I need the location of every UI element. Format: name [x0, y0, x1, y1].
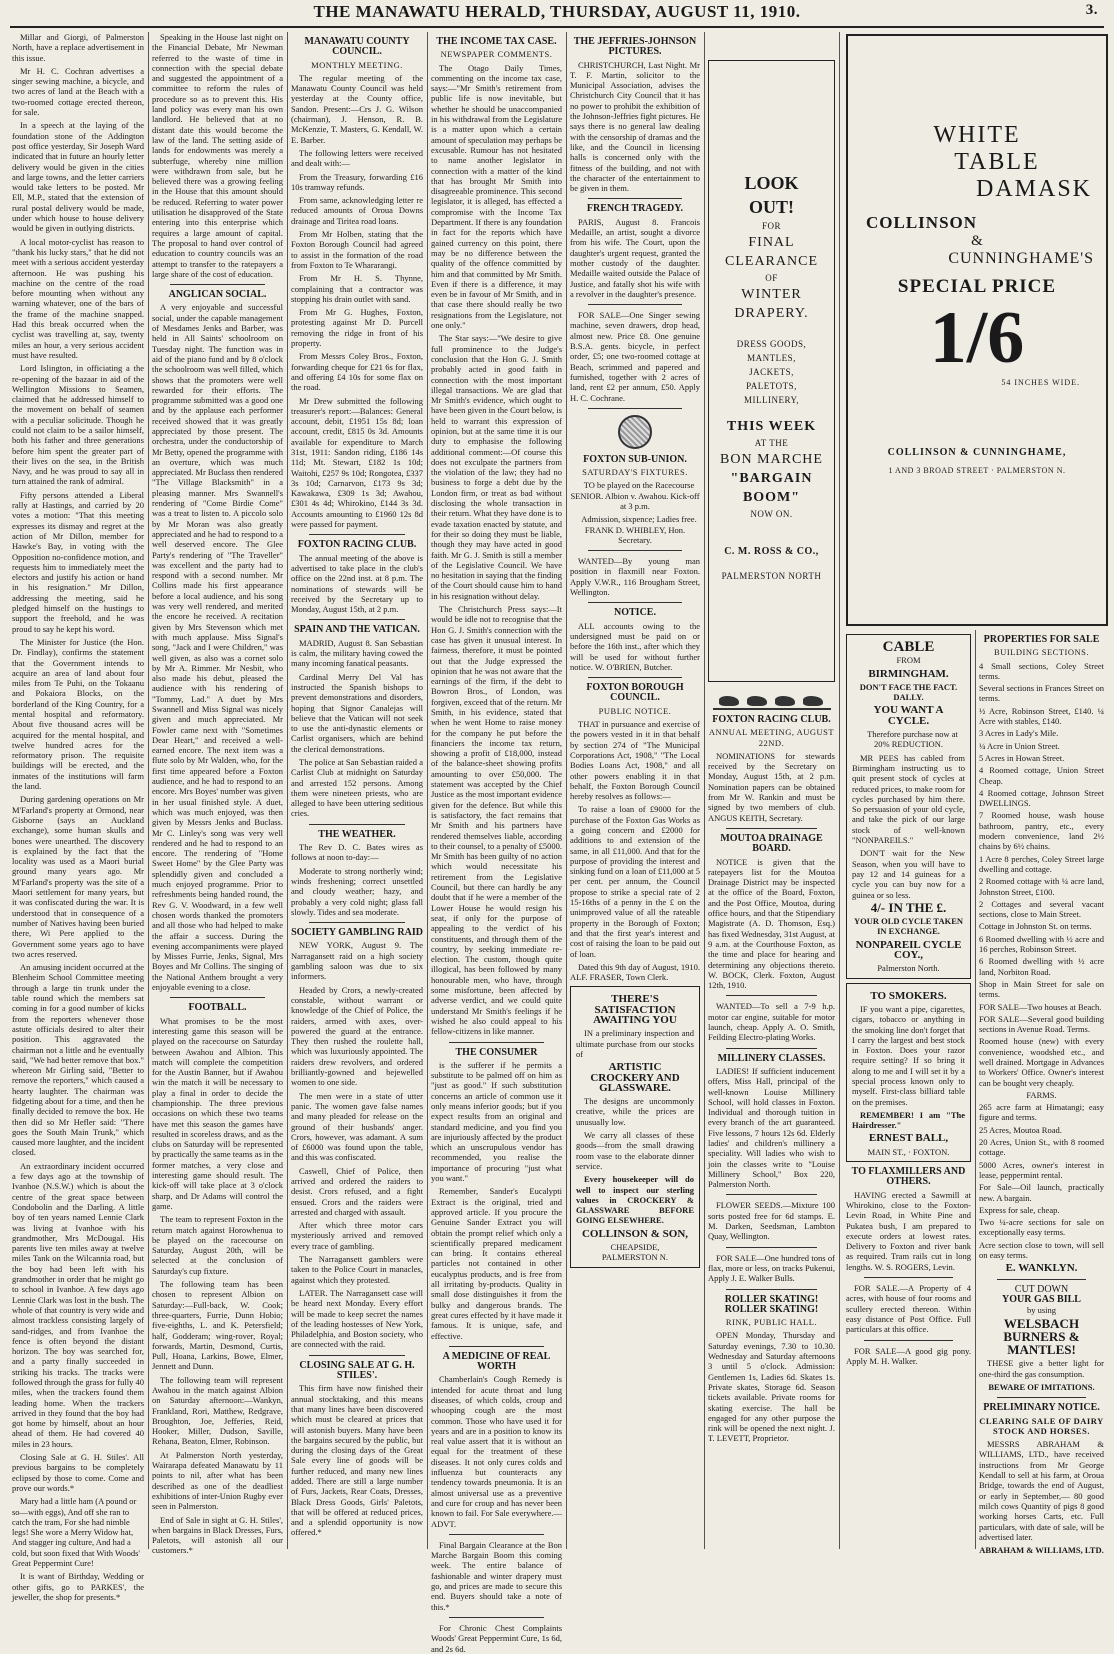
column-2: [152, 32, 283, 1556]
news-paragraph: After which three motor cars mysteriously arrived and removed every trace of gambling.: [291, 1220, 423, 1251]
divider: [309, 824, 405, 825]
news-paragraph: Millar and Giorgi, of Palmerston North, have a replace advertisement in this issue.: [12, 32, 144, 63]
news-paragraph: From Mr H. S. Thynne, complaining that a contractor was stopping his drain outlet with sand.: [291, 273, 423, 304]
news-paragraph: Mr Drew submitted the following treasurer's report:—Balances: General account, debit, £1951 15s 8d; loan account, credit, £815 0s 3d. Amounts available for expenditure to March 31st, 1911: Sandon riding, £186 14s 11d; Mt. Stewart, £182 1s 10d; Waitohi, £257 9s 10d; Rongotea, £337 3s 10d; Carnarvon, £173 9s 3d; Kawakawa, £309 1s 3d; Awahou, £301 4s 4d; Whirokino, £144 3s 3d. Accounts amounting to £1960 12s 8d were passed for payment.: [291, 395, 423, 530]
ad-item: MANTLES,: [747, 353, 796, 363]
article-heading: SPAIN AND THE VATICAN.: [294, 624, 420, 636]
ad-signature: C. M. ROSS & CO.,: [724, 546, 819, 557]
ad-item: PALETOTS,: [746, 381, 797, 391]
news-paragraph: An extraordinary incident occurred a few days ago at the township of Ivanhoe (N.S.W.) which is about the centre of the great space between Condobolin and the Darling. A little boy of ten years named Lennie Clark was living at Ivanhoe with his grandmother, Mrs McDougal. His parents live ten miles away at twelve miles Tank on the Wilcannia road, but the boy had been left with his grandmother in order that he might go to school in Ivanhoe. A few days ago Lennie Clark was lost in the bush. The whole of that country is very wide and almost trackless consisting largely of sand-ridges, and from Ivanhoe the fence is often beyond the distant horizon. The boy was searched for, and a party finally succeeded in striking his tracks. The tracks were followed through the grass for fully 40 miles, when the trackers found them leading home. When the trackers arrived in they found that the boy had got home by himself, about an hour ahead of them. He had covered 40 miles in 23 hours.: [12, 1160, 144, 1449]
news-paragraph: It is want of Birthday, Wedding or other gifts, go to PARKES', the jeweller, the shop for presents.*: [12, 1571, 144, 1602]
column-rule: [148, 32, 149, 1549]
news-paragraph: At Palmerston North yesterday, Wairarapa defeated Manawatu by 11 points to nil, after what has been described as one of the deadliest exhibitions of inter-Union Rugby ever seen in Palmerston.: [152, 1449, 283, 1512]
page-number: 3.: [1085, 2, 1098, 18]
ad-text: FROM: [896, 655, 921, 666]
list-item: 5000 Acres, owner's interest in lease, peppermint rental.: [979, 1159, 1104, 1180]
ad-signature: CHEAPSIDE,: [610, 1241, 660, 1252]
ad-signature: 1 AND 3 BROAD STREET · PALMERSTON N.: [888, 466, 1066, 475]
article-heading: NOTICE.: [614, 607, 656, 619]
ad-headline: BIRMINGHAM.: [868, 667, 949, 680]
classified-ad: MESSRS ABRAHAM & WILLIAMS, LTD., have received instructions from Mr George Kendall to sell at his farm, at Oroua Bridge, towards the end of August, or early in September,— 80 good milch cows Quantity of pigs 8 good working horses Carts, etc. Full particulars, with date of sale, will be advertised later.: [979, 1439, 1104, 1542]
ad-text: The designs are uncommonly creative, while the prices are unusually low.: [576, 1096, 694, 1127]
news-paragraph: The Rev D. C. Bates wires as follows at noon to-day:—: [291, 842, 423, 863]
list-item: 265 acre farm at Himatangi; easy figure and terms.: [979, 1102, 1104, 1123]
ad-headline: THIS WEEK: [726, 419, 817, 434]
list-item: ¼ Acre in Union Street.: [979, 740, 1060, 751]
divider: [726, 995, 817, 996]
ad-text: 54 INCHES WIDE.: [1001, 378, 1080, 387]
ad-headline: DRAPERY.: [734, 306, 809, 321]
list-item: 3 Acres in Lady's Mile.: [979, 728, 1059, 739]
news-paragraph: Remember, Sander's Eucalypti Extract is the original, tried and approved article. If you procure the Genuine Sander Extract you will obtain the prompt relief which only a scientifically prepared medicament can bring. It contains ethereal particles not contained in other eucalyptus products, and is free from all irritating by-products. Quality in small dose distinguishes it from the bulky and dangerous brands. The great cures effected by it have made it famous. It is unique, safe, and effective.: [431, 1186, 562, 1341]
divider: [588, 602, 682, 603]
divider: [726, 1247, 817, 1248]
news-paragraph: MADRID, August 8. San Sebastian is calm, the military having cowed the many incoming fanatical peasants.: [291, 637, 423, 669]
article-heading: FOXTON BOROUGH COUNCIL.: [586, 682, 684, 704]
bon-marche-ad: [708, 60, 835, 682]
list-item: Acre section close to town, will sell on easy terms.: [979, 1239, 1104, 1261]
divider: [449, 1617, 544, 1618]
news-paragraph: From same, acknowledging letter re reduced amounts of Oroua Downs drainage and Tiritea road loans.: [291, 195, 423, 226]
ad-text: IN a preliminary inspection and ultimate purchase from our stocks of: [576, 1028, 694, 1059]
column-rule: [287, 32, 288, 1549]
classified-ad: FLOWER SEEDS.—Mixture 100 sorts posted free for 6d stamps. E. M. Darken, Seedsman, Lambton Quay, Wellington.: [708, 1200, 835, 1242]
divider: [170, 997, 265, 998]
divider: [588, 677, 682, 678]
ad-text: NOW ON.: [750, 509, 793, 519]
ad-text: OF: [765, 273, 778, 283]
column-rule: [704, 32, 705, 1549]
article-heading: THE INCOME TAX CASE.: [436, 36, 557, 47]
news-paragraph: The annual meeting of the above is advertised to take place in the club's office on the 22nd inst. at 8 p.m. The nominations of stewards will be received by the Secretary up to Monday, August 15th, at 2 p.m.: [291, 552, 423, 615]
ad-text: Therefore purchase now at 20% REDUCTION.: [867, 729, 958, 750]
divider: [726, 828, 817, 829]
article-heading: FOXTON RACING CLUB.: [712, 714, 831, 725]
news-paragraph: Closing Sale at G. H. Stiles'. All previous bargains to be completely eclipsed by those to come. Come and prove our words.*: [12, 1452, 144, 1493]
list-item: 4 Roomed cottage, Johnson Street DWELLINGS.: [979, 787, 1104, 809]
list-item: FOR SALE—Several good building sections in Avenue Road. Terms.: [979, 1013, 1104, 1035]
article-subheading: RINK, PUBLIC HALL.: [725, 1317, 818, 1328]
classified-ad: LADIES! If sufficient inducement offers, Miss Hall, principal of the well-known Louise Millinery School, will hold classes in Foxton. Individual and thorough tuition in every branch of the art guaranteed. Five lessons, 7 hours 12s 6d. Elderly ladies' and children's millinery a speciality. Will ladies who wish to join the classes write to "Louise Millinery School," Box 220, Palmerston North.: [708, 1065, 835, 1190]
ad-signature: E. WANKLYN.: [1005, 1262, 1078, 1275]
ad-headline: YOUR GAS BILL: [1002, 1293, 1081, 1305]
ad-headline: "BARGAIN: [730, 471, 813, 486]
divider: [309, 534, 405, 535]
divider: [588, 304, 682, 305]
column-5: [570, 32, 700, 1551]
news-paragraph: Lord Islington, in officiating a the re-opening of the bazaar in aid of the Wellington Missions to Seamen, claimed that he addressed himself to the movement on behalf of seamen with a peculiar solicitude. Though he could not claim to be a sailor himself, both his father and three generations before him spent the greater part of their lives on the sea, in the British Navy, and he was proud to say all in turn attained the rank of admiral.: [12, 363, 144, 487]
list-item: 25 Acres, Moutoa Road.: [979, 1124, 1062, 1135]
poem: Mary had a little ham (A pound or so—with eggs), And off she ran to catch the tram, For she had nimble legs! She wore a Merry Widow hat, And stagger ing culture, And had a cold, but soon fixed that With Woods' Great Peppermint Cure!: [12, 1496, 140, 1569]
article-heading: FOXTON SUB-UNION.: [583, 453, 687, 465]
news-paragraph: A very enjoyable and successful social, under the capable management of Mesdames Jenks and Barber, was held in All Saints' schoolroom on Tuesday night. The function was in aid of the piano fund and by 8 o'clock the schoolroom was well filled, which shows that the promoters were well rewarded for their efforts. The programme submitted was a good one and by the applause each performer received showed that it was greatly appreciated by those present. The orchestra, under the conductorship of Mr Betty, opened the programme with an overture, which was much appreciated. Mr Buclass then rendered "The Village Blacksmith" in a pleasing manner. Mrs Swannell's rendering of "Come Birdie Come" was a treat to listen to. A piccolo solo by Mr Moran was also greatly appreciated and he had to respond to a well deserved encore. The Glee Party's rendering of "The Traveller" was excellent and the party had to respond with a second number. Mr Collins made his first appearance before a local audience, and his song was very well rendered, and merited the encore he received. A recitation given by Mrs Stevenson which met with much applause. Miss Signal's song, "Jack and I were Children," was well given, as also was a cornet solo by Mr A. Rimmer. Mr Nesbit, who also made his debut, pleased the audience with his rendering of "Tommy, Lad." A duet by Mrs Swannell and Miss Signal was nicely given and much appreciated. Mr Fowler came next with "Sometimes Dear Heart," and received a well-earned encore. The next item was a flute solo by Mr Walden, who, for the first time appeared before a Foxton audience, and he had to respond to an encore. Mrs Boyes' number was given in her usual finished style. A duet, which was much enjoyed, was then given by Messrs Jenks and Buclass. Mr C. Linley's song was very well rendered and he had to respond to an encore. The rendering of "Home Sweet Home" by the Glee Party was splendidly given and concluded a much enjoyed programme. Prior to refreshments being handed round, the Rev G. V. Woodward, in a few well chosen words thanked the promoters and all those who had helped to make the affair a success. During the evening accompaniments were played by Misses Furrie, Jenks, Signal, Mrs Boyes and Mr Collins. The singing of the National Anthem brought a very enjoyable evening to a close.: [152, 302, 283, 993]
ad-headline: 4/- IN THE £.: [870, 899, 947, 915]
classified-ad: WANTED—By young man position in flaxmill near Foxton. Apply V.W.R., 116 Brougham Street, Wellington.: [570, 556, 700, 598]
column-3: [291, 32, 423, 1551]
divider: [449, 1534, 544, 1535]
ad-text: DON'T FACE THE FACT. DALLY.: [859, 681, 958, 703]
ad-headline: TABLE: [954, 149, 1040, 175]
news-paragraph: CHRISTCHURCH, Last Night. Mr T. F. Martin, solicitor to the Municipal Association, advises the Christchurch City Council that it has no power to prohibit the exhibition of the Johnson-Jeffries fight pictures. He says there is no general law dealing with the censorship of dramas and the like, and the Council in licensing halls is concerned only with the fitness of the building, and not with the character of the entertainment to be given in them.: [570, 59, 700, 194]
article-heading: THE CONSUMER: [455, 1046, 538, 1058]
list-item: Roomed house (new) with every convenience, woodshed etc., and well drained. Mortgage in Advances to Workers' Office. Owner's interest can be bought very cheaply.: [979, 1036, 1104, 1088]
ad-signature: PALMERSTON N.: [601, 1252, 669, 1263]
article-heading: MOUTOA DRAINAGE BOARD.: [720, 832, 823, 855]
damask-ad: [846, 34, 1108, 626]
news-paragraph: The following team has been chosen to represent Albion on Saturday:—Full-back, W. Cook; three-quarters, Furrie, Dunn Hobio; five-eighths, L. and K. Petersfield; half, Godderam; wing-rover, Royal; forwards, Martin, Desmond, Curtis, Pull, Hoana, Larkins, Bowe, Elmer, Jennett and Dunn.: [152, 1279, 283, 1372]
news-paragraph: During gardening operations on Mr M'Farland's property at Ormond, near Gisborne (says an Auckland exchange), some human skulls and bones were unearthed. The discovery is explained by the fact that the locality was used as a Maori burial ground many years ago. Mr M'Farland's property was the site of a Maori settlement for many years, but it was confiscated during the war. It is understood that in consequence of a number of Natives having been buried there, Wi Pere applied to the Government some years ago to have two acres reserved.: [12, 794, 144, 959]
article-heading: PROPERTIES FOR SALE: [983, 634, 1100, 645]
news-paragraph: The police at San Sebastian raided a Carlist Club at midnight on Saturday and arrested 152 persons. Among them were nineteen priests, who are alleged to have been uttering seditious cries.: [291, 757, 423, 819]
divider: [864, 1277, 953, 1278]
ad-headline: TO SMOKERS.: [870, 989, 947, 1002]
ad-headline: MANTLES!: [1007, 1342, 1076, 1358]
ad-signature: COLLINSON & CUNNINGHAME,: [887, 447, 1067, 458]
ad-headline: WHITE: [933, 122, 1021, 148]
article-subheading: SATURDAY'S FIXTURES.: [582, 467, 688, 478]
ad-headline: COLLINSON: [866, 213, 978, 232]
list-heading: FARMS.: [1026, 1089, 1057, 1100]
column-rule: [839, 32, 840, 1549]
news-paragraph: THAT in pursuance and exercise of the powers vested in it in that behalf by section 274 of "The Municipal Corporations Act, 1908," "The Local Bodies Loans Act, 1908," and all other powers enabling it in that behalf, the Foxton Borough Council hereby resolves as follows:—: [570, 719, 700, 802]
news-paragraph: is the sufferer if he permits a substitute to be palmed off on him as "just as good." If such substitution concerns an article of common use it only means inferior goods; but if you expect results from an original and standard medicine, and you find you are injuriously affected by the product which an unscrupulous vendor has recommended, you realise the importance of procuring "just what you want.": [431, 1059, 562, 1184]
ad-headline: BON MARCHE: [720, 452, 823, 467]
ad-signature: MAIN ST., · FOXTON.: [867, 1146, 950, 1157]
list-item: 6 Roomed dwelling with ½ acre land, Norbiton Road.: [979, 956, 1104, 977]
ad-headline: BURNERS &: [1003, 1328, 1080, 1344]
ad-text: REMEMBER! I am "The Hairdresser.": [852, 1109, 965, 1131]
article-heading: MILLINERY CLASSES.: [717, 1052, 826, 1064]
article-heading: FOOTBALL.: [188, 1002, 247, 1014]
ad-headline: OUT!: [749, 197, 794, 217]
ad-signature: ERNEST BALL,: [868, 1132, 949, 1145]
article-subheading: NEWSPAPER COMMENTS.: [440, 49, 553, 60]
article-subheading: MONTHLY MEETING.: [311, 59, 403, 70]
article-heading: TO FLAXMILLERS AND OTHERS.: [851, 1166, 966, 1188]
list-item: 4 Small sections, Coley Street terms.: [979, 660, 1104, 681]
divider: [309, 1355, 405, 1356]
column-8: [979, 630, 1104, 1556]
ad-text: THESE give a better light for one-third the gas consumption.: [979, 1358, 1104, 1379]
article-heading: THE WEATHER.: [318, 828, 396, 840]
classified-ad: ALL accounts owing to the undersigned must be paid on or before the 16th inst., after which they will be used for without further notice. W. O'BRIEN, Butcher.: [570, 620, 700, 672]
list-item: Shop in Main Street for sale on terms.: [979, 978, 1104, 1000]
ad-headline: WINTER: [741, 287, 802, 302]
news-paragraph: To raise a loan of £9000 for the purchase of the Foxton Gas Works as a going concern and £2000 for additions to and extension of the same, in all £11,000. And that for the purpose of providing the interest and sinking fund on a loan of £11,000 at 5 per cent. per annum, the Council propose to strike a special rate of 2 15-16ths of a penny in the £ on the unimproved value of all the rateable property in the Borough of Foxton; and that the first year's interest and cost of raising the loan to be paid out of loan.: [570, 804, 700, 959]
column-1: [12, 32, 144, 1602]
classified-ad: FOR SALE—One Singer sewing machine, seven drawers, drop head, almost new. Price £8. One genuine B.S.A. gents. bicycle, in perfect order, £5; one two-roomed cottage at Beach, scrimmed and papered and furnished, together with 2 acres of land, rent £2 per annum, £50. Apply H. C. Cochrane.: [570, 310, 700, 403]
news-paragraph: The regular meeting of the Manawatu County Council was held yesterday at the County office, Sandon. Present:—Crs J. G. Wilson (chairman), J. Henson, R. B. McKenzie, T. Masters, G. Kendall, W. E. Barber.: [291, 72, 423, 145]
list-item: Express for sale, cheap.: [979, 1204, 1060, 1215]
news-paragraph: The following team will represent Awahou in the match against Albion on Saturday afternoon:—Wankyn, Frankland, Rori, Matthew, Redgrave, Broughton, Joe, Jefferies, Reid, Hooker, Miller, Dudson, Saville, Rehana, Beaton, Elmer, Robinson.: [152, 1374, 283, 1447]
list-item: Cottage in Johnston St. on terms.: [979, 921, 1092, 932]
news-paragraph: Cardinal Merry Del Val has instructed the Spanish bishops to prevent demonstrations and disorders, hoping that Signor Canalejas will believe that the Vatican will not seek to use the anti-dynastic elements or Carlist organisers, which are behind the clerical demonstrations.: [291, 671, 423, 754]
ad-signature: ABRAHAM & WILLIAMS, LTD.: [979, 1545, 1104, 1556]
news-paragraph: Dated this 9th day of August, 1910. ALF. FRASER, Town Clerk.: [570, 961, 700, 983]
article-subheading: PUBLIC NOTICE.: [598, 705, 672, 716]
divider: [309, 922, 405, 923]
news-paragraph: Chamberlain's Cough Remedy is intended for acute throat and lung diseases, of which colds, croup and whooping cough are the most common. Those who have used it for years and are in a position to know its real value assert that it is without an equal for the treatment of these diseases. It not only cures colds and influenza but counteracts any tendency towards pneumonia. It is an almost universal use as a preventive and cure for croup and has never been known to fail. For Sale everywhere.—ADVT.: [431, 1374, 562, 1529]
ad-headline: FINAL: [748, 235, 795, 250]
news-paragraph: Fifty persons attended a Liberal rally at Hastings, and carried by 20 votes a motion: "That this meeting expresses its dismay and regret at the action of Mr Dillon, member for Hawke's Bay, in voting with the Opposition no-confidence motion, and requests him to immediately meet the electors and justify his action or hand in his resignation." Mr Dillon, addressing the meeting, said he pledged himself on the hustings to support the freehold, and he was proud to say he kept his word.: [12, 489, 144, 634]
news-paragraph: The Christchurch Press says:—It would be idle not to recognise that the Hon G. J. Smith's connection with the case has given it unusual interest. In fairness, therefore, it must be pointed out that the Judge expressed the opinion that he was not aware that the earnings of the firm, if the debt to Bowron Bros., of London, was forgiven, exceed that of the return. Mr Smith, in his evidence, stated that when he went Home to raise money for the company he put before the financiers the income tax return, showing a profit of £18,000, instead of the balance-sheet showing profits amounting to over £50,000. The statement was accepted by the Chief Justice as the most important evidence given for the defence. But while this is satisfactory, the fact remains that Mr Smith and his partners have rendered themselves liable, according to their counsel, to a penalty of £5000. Mr Smith has been guilty of no action which would necessitate his retirement from the Legislative Council, but there can hardly be any doubt that if he were a member of the Lower House he would resign his seat, if only for the purpose of appealing to the verdict of his constituents, and through them of the country, by seeking immediate re-election. The custom, though quite illogical, has been followed by many honourable men, who have, through some misfortune, been affected by adverse verdict, and we could quite understand Mr Smith's feelings if he wished he also could appeal to his fellow-citizens in like manner.: [431, 604, 563, 1037]
ad-text: DON'T wait for the New Season, when you will have to pay 12 and 14 guineas for a cycle you can buy now for a guinea or so less.: [852, 848, 965, 900]
column-6: [708, 32, 835, 1551]
ad-text: BEWARE OF IMITATIONS.: [988, 1382, 1095, 1392]
classified-ad: WANTED—To sell a 7-9 h.p. motor car engine, suitable for motor launch, cheap. Apply A. O. Smith, Feilding Electro-plating Works.: [708, 1001, 835, 1043]
cycle-ad: [846, 634, 971, 979]
masthead-title: THE MANAWATU HERALD, THURSDAY, AUGUST 11, 1910.: [313, 2, 801, 21]
news-paragraph: LATER. The Narragansett case will be heard next Monday. Every effort will be made to keep secret the names of the leading hostesses of New York, Philadelphia, and Boston society, who are connected with the raid.: [291, 1287, 423, 1350]
column-7: [846, 630, 971, 1551]
crockery-ad: [570, 986, 700, 1267]
list-item: Two ¼-acre sections for sale on exceptionally easy terms.: [979, 1217, 1104, 1238]
news-paragraph: The Otago Daily Times, commenting on the income tax case, says:—"Mr Smith's retirement from public life is now inevitable, but whether he should be unaccompanied in his withdrawal from the Legislature is a matter upon which a certain amount of speculation may perhaps be excusable. Rumour has not hesitated to name another legislator in connection with a matter of the kind that has brought Mr Smith into disagreeable prominence. This second legislator, it is alleged, has effected a compromise with the Income Tax Department. If there is any foundation in fact for the reports which have gained currency on this point, there may be no difference between the quality of the offence committed by him and that committed by Mr Smith. Even if there is a difference, it may even be in favour of Mr Smith, and in that case there should really be two resignations from the Legislature, not one only.": [431, 62, 563, 331]
news-paragraph: Moderate to strong northerly wind; winds freshening; correct unsettled and cloudy weather; hazy, and probably a very cold night; glass fall slowly. Tides and sea moderate.: [291, 865, 423, 917]
news-paragraph: From Mr Holben, stating that the Foxton Borough Council had agreed to assist in the formation of the road from Foxton to Te Whararangi.: [291, 229, 423, 270]
column-rule: [975, 630, 976, 1549]
news-paragraph: Mr H. C. Cochran advertises a singer sewing machine, a bicycle, and two acres of land at the Beach with a two-roomed cottage erected thereon, for sale.: [12, 65, 144, 118]
list-item: FOR SALE—Two houses at Beach.: [979, 1001, 1102, 1012]
news-paragraph: From Mr G. Hughes, Foxton, protesting against Mr D. Purcell removing the ridge in front of his property.: [291, 307, 423, 349]
list-item: 7 Roomed house, wash house bathroom, pantry, etc., every modern convenience, land 2½ chains by 6½ chains.: [979, 810, 1104, 852]
divider: [726, 1194, 817, 1195]
ad-headline: DAMASK: [975, 176, 1092, 202]
news-paragraph: Headed by Crors, a newly-created constable, without warrant or knowledge of the Chief of Police, the raiders, armed with axes, over-powered the guard at the entrance. They then rushed the roulette hall, which was luxuriously appointed. The raiders drew revolvers, and ordered brilliantly-gowned and bejewelled women to one side.: [291, 984, 423, 1088]
ad-text: by using: [1026, 1305, 1057, 1316]
news-paragraph: From the Treasury, forwarding £16 10s tramway refunds.: [291, 171, 423, 192]
classified-ad: FOR SALE—One hundred tons of flax, more or less, on tracks Pukenui, Apply J. E. Walker Bulls.: [708, 1252, 835, 1284]
article-subheading: CLEARING SALE OF DAIRY STOCK AND HORSES.: [979, 1415, 1104, 1436]
list-item: 20 Acres, Union St., with 8 roomed cottage.: [979, 1137, 1104, 1158]
news-paragraph: The following letters were received and dealt with:—: [291, 147, 423, 169]
news-paragraph: For Chronic Chest Complaints Woods' Great Peppermint Cure, 1s 6d, and 2s 6d.: [431, 1622, 562, 1654]
ad-heading: ARTISTIC CROCKERY AND GLASSWARE.: [590, 1061, 680, 1094]
news-paragraph: In a speech at the laying of the foundation stone of the Addington post office yesterday, Sir Joseph Ward indicated that in future an hourly letter delivery would be given in the cities and large towns, and the letter carriers would take letters to be posted. Mr Ell, M.P., stated that the extension of rural postal delivery would be made, under which house to house delivery would be given in outlying districts.: [12, 120, 144, 234]
news-paragraph: NEW YORK, August 9. The Narragansett raid on a high society gambling saloon was due to six informers.: [291, 940, 423, 982]
ad-headline: SPECIAL PRICE: [897, 276, 1057, 297]
classified-ad: NOMINATIONS for stewards received by the Secretary on Monday, August 15th, at 2 p.m. Nomination papers can be obtained from Mr W. Rankin and must be signed by two members of club. ANGUS KEITH, Secretary.: [708, 750, 835, 823]
ad-text: Every housekeeper will do well to inspect our sterling values in CROCKERY & GLASSWARE BEFORE GOING ELSEWHERE.: [576, 1174, 694, 1226]
news-paragraph: A local motor-cyclist has reason to "thank his lucky stars," that he did not meet with a serious accident yesterday afternoon. He was pushing his machine on the centre of the road before mounting when without any warning whatever, one of the bars of the frame of the machine snapped. Had this break occurred when the cyclist was travelling at, say, twenty miles an hour, a very serious accident must have resulted.: [12, 236, 144, 360]
article-subheading: ANNUAL MEETING, AUGUST 22ND.: [708, 727, 835, 748]
divider: [170, 284, 265, 285]
column-4: [431, 32, 563, 1654]
news-paragraph: The Minister for Justice (the Hon. Dr. Findlay), confirms the statement that the Government intends to acquire an area of land about four miles from Te Puhi, on the Tokaanu and Pokaiora Blocks, on the borderland of the King Country, for a mental hospital and reformatory. About five thousand acres will be acquired for the mental hospital, and twelve hundred acres for the reformatory prison. The requisite buildings will be erected, and the inmates of the institutions will farm the land.: [12, 636, 144, 792]
news-paragraph: What promises to be the most interesting game this season will be played on the racecourse on Saturday between Awahou and Albion. This match will complete the competition for the Austin Banner, but if Awahou win the match it will be necessary to play a final in order to decide the championship. The three previous occasions on which these two teams have met this season the games have resulted in scoreless draws, and as the clubs on Saturday will be represented by practically the same teams as in the former matches, a very close and interesting game should result. The kick-off will take place at 3 o'clock sharp, and Dr Adams will control the game.: [152, 1015, 283, 1211]
news-paragraph: PARIS, August 8. Francois Medaille, an artist, sought a divorce from his wife. The Court, upon the daughter's urgent request, granted the mother custody of the daughter. Medaille waited outside the Palace of Justice, and fatally shot his wife with a revolver in the daughter's presence.: [570, 216, 700, 299]
column-rule: [566, 32, 567, 1549]
ad-headline: BOOM": [742, 490, 801, 505]
divider: [588, 408, 682, 409]
masthead: [10, 2, 1104, 24]
news-paragraph: Speaking in the House last night on the Financial Debate, Mr Newman referred to the waste of time in connection with the special debate and suggested the appointment of a committee to reform the rules of procedure so as to prevent this. His land policy was every man his own landlord. He believed that at no distant date this would become the law of the land. The setting aside of lands for endowments was merely a subterfuge, whereby nine million were withdrawn from sale, but he believed there was a growing feeling in the House that this amount should be reduced. Referring to water power utilisation he disapproved of the State entering into this enterprise which requires a large amount of capital. The proposal to hand over control of education to country councils was an attempt to transfer to the ratepayers a large share of the cost of education.: [152, 32, 283, 279]
ad-headline: CABLE: [882, 639, 935, 655]
list-item: 2 Cottages and several vacant sections, close to Main Street.: [979, 898, 1104, 920]
news-paragraph: End of Sale in sight at G. H. Stiles', when bargains in Black Dresses, Furs, Paletots, will astonish all our customers.*: [152, 1514, 283, 1556]
ad-item: MILLINERY,: [743, 395, 800, 405]
ad-headline: CUNNINGHAME'S: [948, 250, 1094, 267]
ad-signature: Palmerston North.: [877, 963, 940, 974]
ad-headline: CLEARANCE: [725, 254, 818, 269]
article-heading: SOCIETY GAMBLING RAID: [291, 927, 423, 939]
news-paragraph: An amusing incident occurred at the Blenheim School Committee meeting through a large tin trunk under the table round which the members sat coming in for a good number of kicks from the reporters whenever those astute officials desired to alter their position. This aggravated the chairman not a little and he eventually said, "We had better remove that box." whereon Mr Girling said, "Better to remove the reporters," which caused a hearty laughter. The chairman was fidgeting about for a time, and then he finally decided to remove the box. He then did so Mr Hefler said: "There goes the South Main Trunk," which caused more laughter, and the incident closed.: [12, 962, 144, 1158]
classified-ad: HAVING erected a Sawmill at Whirokino, close to the Foxton-Levin Road, in White Pine and Pukatea bush, I am prepared to execute orders at lowest rates. Delivery to Foxton and river bank as required. Tram rails cut in long lengths. W. S. ROGERS, Levin.: [846, 1189, 971, 1272]
football-icon: [618, 415, 652, 449]
classified-ad: FOR SALE.—A Property of 4 acres, with house of four rooms and scullery erected thereon. Within easy distance of Post Office. Full particulars at this office.: [846, 1283, 971, 1335]
divider: [449, 1042, 544, 1043]
divider: [997, 1279, 1086, 1280]
list-item: 6 Roomed dwelling with ½ acre and 16 perches, Robinson Street.: [979, 933, 1104, 955]
list-item: ½ Acre, Robinson Street, £140. ¼ Acre with stables, £140.: [979, 705, 1104, 727]
ad-text: AT THE: [754, 438, 789, 448]
article-heading: THE JEFFRIES-JOHNSON PICTURES.: [573, 36, 697, 58]
divider: [309, 619, 405, 620]
article-heading: A MEDICINE OF REAL WORTH: [442, 1350, 551, 1373]
article-heading: ANGLICAN SOCIAL.: [168, 289, 267, 301]
list-item: 1 Acre 8 perches, Coley Street large dwelling and cottage.: [979, 853, 1104, 874]
divider: [726, 1289, 817, 1290]
news-paragraph: Final Bargain Clearance at the Bon Marche Bargain Boom this coming week. The entire balance of fashionable and winter drapery must go, and prices are made to secure this end. Buyers should take a note of this.*: [431, 1539, 562, 1612]
ad-text: IF you want a pipe, cigarettes, cigars, tobacco or anything in the smoking line don't forget that I carry the largest and best stock in Foxton. Does your razor require setting? If so bring it along to me and I will set it by a special process known only to myself. First-class billiard table on the premises.: [852, 1003, 965, 1107]
classified-ad: NOTICE is given that the ratepayers list for the Moutoa Drainage District may be inspected at the office of the Board, Foxton, and the Post Office, Moutoa, during office hours, and that the Stipendiary Magistrate (A. D. Thomson, Esq.) has fixed Wednesday, 31st August, at 9 a.m. at the Courthouse Foxton, as the time and place for hearing and determining any objections thereto. W. BOCK, Clerk. Foxton, August 12th, 1910.: [708, 856, 835, 991]
ad-text: We carry all classes of these goods—from the small drawing room vase to the elaborate dinner service.: [576, 1130, 694, 1171]
news-paragraph: From Messrs Coley Bros., Foxton, forwarding cheque for £21 6s for flax, and offering £4 10s for some flax on the road.: [291, 351, 423, 393]
classified-ad: OPEN Monday, Thursday and Saturday evenings, 7.30 to 10.30. Wednesday and Saturday afternoons 3 until 5 o'clock. Admission: Gentlemen 1s, Ladies 6d. Skates 1s. Private skates, Storage 6d. Season tickets available. Private rooms for skating exercise. The hall be engaged for any other purpose the rink will be opened the next night. J. T. LEVETT, Proprietor.: [708, 1330, 835, 1444]
article-subheading: BUILDING SECTIONS.: [994, 647, 1089, 658]
divider: [726, 1048, 817, 1049]
article-heading: PRELIMINARY NOTICE.: [983, 1402, 1100, 1414]
article-heading: FRENCH TRAGEDY.: [586, 203, 684, 215]
news-paragraph: The men were in a state of utter panic. The women gave false names and many pleaded for release on the ground of their husbands' anger. Crors, however, was adamant. A sum of £6000 was found upon the table, and this was confiscated.: [291, 1090, 423, 1163]
article-heading: FOXTON RACING CLUB.: [297, 539, 417, 551]
list-item: Several sections in Frances Street on terms.: [979, 683, 1104, 704]
divider: [449, 1346, 544, 1347]
article-heading: MANAWATU COUNTY COUNCIL.: [304, 36, 410, 58]
ad-text: MR PEES has cabled from Birmingham instructing us to quit present stock of cycles at reduced prices, to make room for cycles purchased by him there. So persuasion of your old cycle, and take the pick of our large stock of well-known "NONPAREILS.": [852, 752, 965, 846]
ad-headline: WELSBACH: [1003, 1315, 1080, 1331]
news-paragraph: The team to represent Foxton in the return match against Horowhenua to be played on the racecourse on Saturday, August 20th, will be selected at the conclusion of Saturday's cup fixture.: [152, 1214, 283, 1276]
ad-signature: NONPAREIL CYCLE COY.,: [855, 938, 962, 962]
ad-text: &: [971, 233, 983, 249]
ad-text: FOR: [761, 221, 781, 231]
ad-headline: CUT DOWN: [1014, 1283, 1069, 1295]
news-paragraph: This firm have now finished their annual stocktaking, and this means that many lines have been discovered which must be cleared at prices that will astonish buyers. Many have been the bargains secured by the public, but during the closing days of the Great Sale every line of goods will be further reduced, and many new lines added. There are still a large number of Furs, Jackets, Rear Coats, Dresses, Black Dress Goods, Girls' Paletots, that will be offered at reduced prices, and a splendid opportunity is now offered.*: [291, 1383, 423, 1538]
news-paragraph: TO be played on the Racecourse SENIOR. Albion v. Awahou. Kick-off at 3 p.m.: [570, 480, 700, 511]
ad-heading: THERE'S SATISFACTION AWAITING YOU: [593, 993, 677, 1027]
list-item: 2 Roomed cottage with ¼ acre land, Johnston Street, £100.: [979, 876, 1104, 897]
racehorse-icon: [713, 686, 831, 710]
article-heading: ROLLER SKATING! ROLLER SKATING!: [724, 1293, 819, 1315]
divider: [997, 1397, 1086, 1398]
list-item: 4 Roomed cottage, Union Street Cheap.: [979, 765, 1104, 786]
ad-headline: YOU WANT A CYCLE.: [873, 704, 944, 727]
smokers-ad: [846, 983, 971, 1162]
classified-ad: FOR SALE—A good gig pony. Apply M. H. Walker.: [846, 1345, 971, 1366]
ad-text: YOUR OLD CYCLE TAKEN IN EXCHANGE.: [853, 916, 964, 937]
list-item: For Sale—Oil launch, practically new. A bargain.: [979, 1182, 1104, 1203]
news-paragraph: The Narragansett gamblers were taken to the Police Court in manacles, against which they protested.: [291, 1254, 423, 1285]
column-rule: [427, 32, 428, 1549]
ad-item: DRESS GOODS,: [736, 339, 807, 349]
ad-price: 1/6: [929, 297, 1025, 379]
ad-signature: PALMERSTON NORTH: [721, 571, 822, 581]
article-heading: CLOSING SALE AT G. H. STILES'.: [299, 1359, 415, 1382]
divider: [588, 198, 682, 199]
ad-signature: COLLINSON & SON,: [581, 1227, 689, 1240]
ad-item: JACKETS,: [749, 367, 794, 377]
ad-headline: LOOK: [744, 173, 799, 193]
news-paragraph: Admission, sixpence; Ladies free. FRANK D. WHIBLEY, Hon. Secretary.: [581, 514, 697, 545]
divider: [864, 1340, 953, 1341]
news-paragraph: Caswell, Chief of Police, then arrived and ordered the raiders to desist. Crors refused, and a fight ensued. Crors and the raiders were arrested and charged with assault.: [291, 1165, 423, 1217]
list-item: 5 Acres in Howan Street.: [979, 752, 1065, 763]
news-paragraph: The Star says:—"We desire to give full prominence to the Judge's conclusion that the Hon G. J. Smith probably acted in good faith in connection with the most important illegal transactions. We are glad that Mr Smith's evidence, which ought to have been given in the Court below, is held to warrant this expression of opinion, but at the same time it is our duty to emphasise the following additional comment:—Of course this does not exculpate the partners from the violation of the law; they had no business to forge a debt due by the London firm, or treat as bad without disclosing the whole transaction in their return. What they have done is to evade taxation enacted by statute, and for their so doing they must be liable, though they may have acted in good faith. Mr G. J. Smith is still a member of the Legislative Council. We have no hesitation in saying that the finding of the Court should cause him to hand in his resignation without delay.: [431, 333, 562, 601]
masthead-rule: [10, 26, 1104, 28]
divider: [588, 550, 682, 551]
